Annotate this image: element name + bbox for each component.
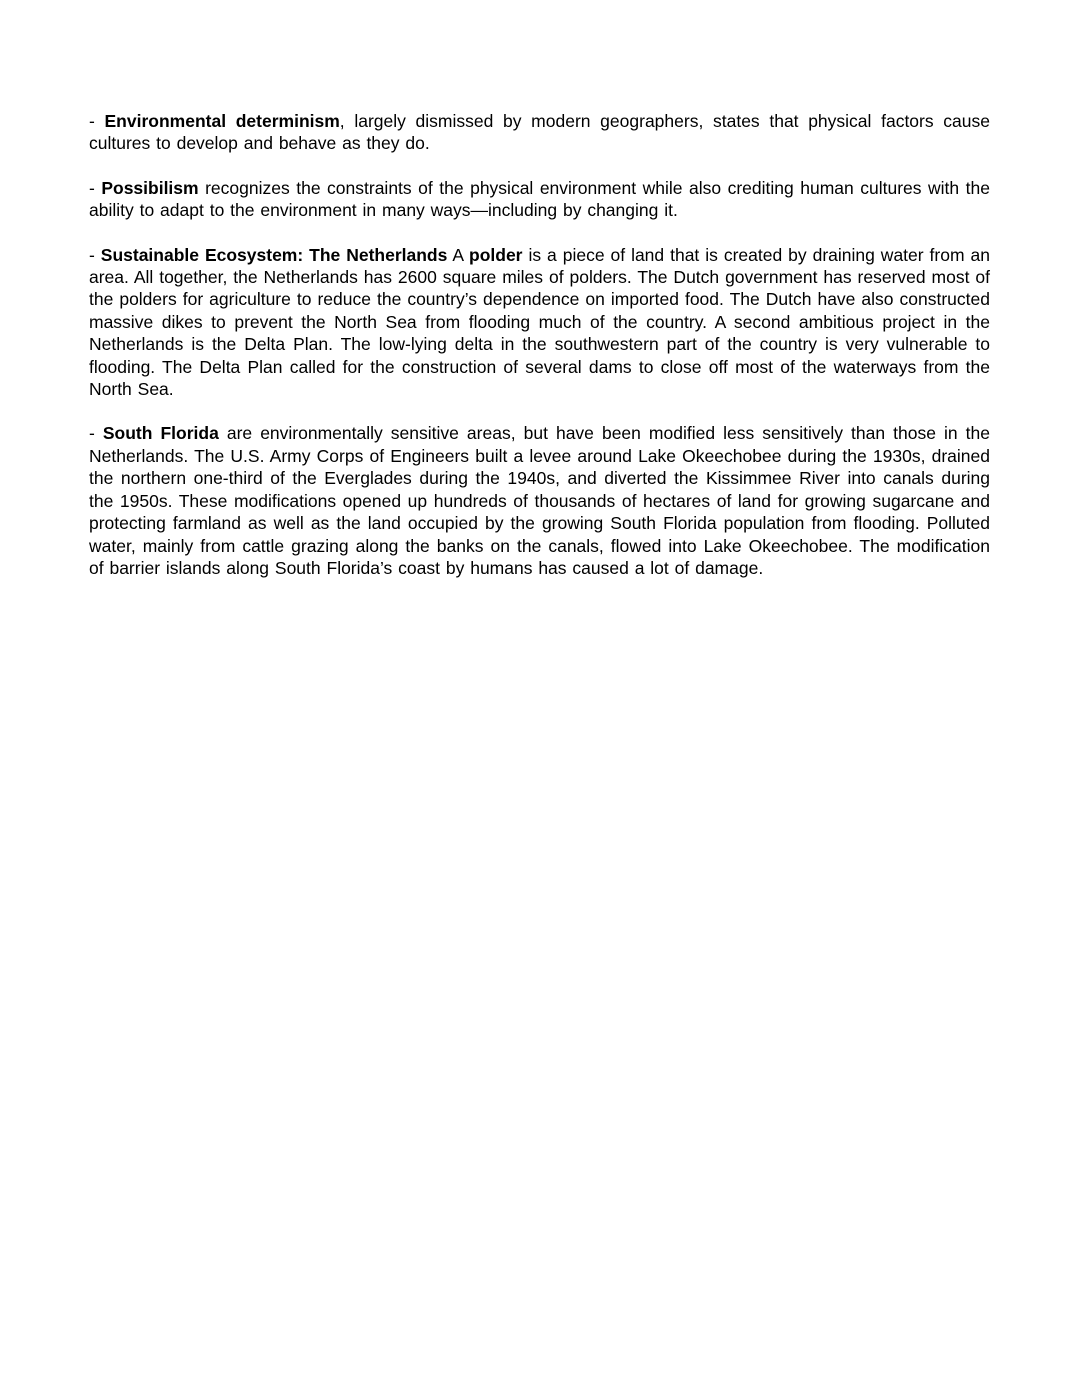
text-segment: are environmentally sensitive areas, but have been modified less sensitively than those in the Netherlands. The U.S. Army Corps of Engineers built a levee around Lake Okeechobee during the 1930s, drained the northern one-third of the Everglades during the 1940s, and diverted the Kissimmee River into canals during the 1950s. These modifications opened up hundreds of thousands of hectares of land for growing sugarcane and protecting farmland as well as the land occupied by the growing South Florida population from flooding. Polluted water, mainly from cattle grazing along the banks on the canals, flowed into Lake Okeechobee. The modification of barrier islands along South Florida’s coast by humans has caused a lot of damage.: [89, 423, 990, 578]
text-segment: recognizes the constraints of the physical environment while also crediting human cultures with the ability to adapt to the environment in many ways—including by changing it.: [89, 177, 990, 221]
bold-term: Sustainable Ecosystem: The Netherlands: [100, 244, 448, 265]
text-segment: -: [89, 177, 102, 198]
text-segment: is a piece of land that is created by draining water from an area. All together, the Netherlands has 2600 square miles of polders. The Dutch government has reserved most of the polders for agriculture to reduce the country’s dependence on imported food. The Dutch have also constructed massive dikes to prevent the North Sea from flooding much of the country. A second ambitious project in the Netherlands is the Delta Plan. The low-lying delta in the southwestern part of the country is very vulnerable to flooding. The Delta Plan called for the construction of several dams to close off most of the waterways from the North Sea.: [89, 244, 990, 400]
paragraph: [89, 110, 990, 155]
paragraph: [89, 244, 990, 401]
bold-term: Possibilism: [101, 177, 199, 198]
bold-term: polder: [469, 244, 523, 265]
document-body: [89, 110, 990, 601]
text-segment: , largely dismissed by modern geographers, states that physical factors cause cultures to develop and behave as they do.: [89, 111, 990, 154]
text-segment: A: [447, 244, 470, 265]
text-segment: -: [89, 111, 105, 131]
text-segment: -: [89, 244, 101, 265]
paragraph: [89, 177, 990, 222]
text-segment: -: [89, 423, 103, 444]
paragraph: [89, 422, 990, 579]
bold-term: South Florida: [102, 423, 219, 444]
bold-term: Environmental determinism: [104, 111, 340, 131]
